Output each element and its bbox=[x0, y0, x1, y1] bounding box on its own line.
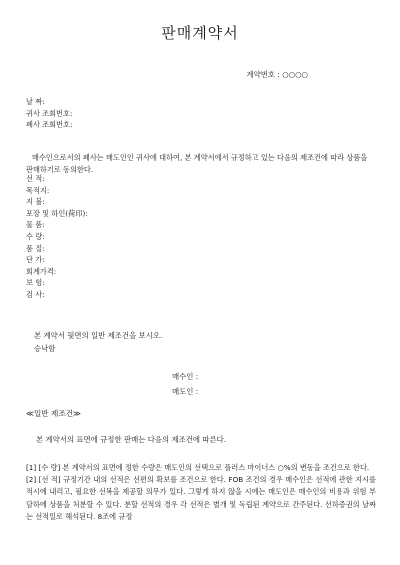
seller-label: 매도인 : bbox=[172, 387, 199, 396]
field-destination: 목적지: bbox=[26, 185, 50, 195]
field-quantity: 수 량: bbox=[26, 231, 45, 241]
header-fields bbox=[26, 96, 72, 131]
buyer-label: 매수인 : bbox=[172, 372, 199, 381]
field-your-ref: 귀사 조회번호: bbox=[26, 108, 73, 118]
field-our-ref: 폐사 조회번호: bbox=[26, 120, 73, 130]
field-unit-price: 단 가: bbox=[26, 255, 45, 265]
field-insurance: 보 험: bbox=[26, 278, 45, 288]
note-block bbox=[34, 329, 162, 355]
general-conditions-intro: 본 계약서의 표면에 규정한 판매는 다음의 제조건에 따른다. bbox=[36, 435, 227, 444]
term-shipment: [2] [선 적] 규정기간 내의 선적은 선편의 확보를 조건으로 한다. FOB 조건의 경우 매수인은 선적에 관한 지시를 적시에 내리고, 필요한 선복을 제공할 의무가 있다. 그렇게 하지 않을 시에는 매도인은 매수인의 비용과 위험 부담하에 상품을 처분할 수 있다. 분할 선적의 경우 각 선적은 별개 및 독립된 계약으로 간주된다. 선하증권의 날짜는 선적일로 해석된다. 8조에 규정 bbox=[26, 475, 376, 521]
field-total-price: 회계가격: bbox=[26, 266, 57, 276]
accept-text: 승낙함 bbox=[34, 344, 56, 353]
terms-section bbox=[26, 462, 376, 523]
signature-block bbox=[172, 369, 198, 399]
field-packing: 포장 및 하인(荷印): bbox=[26, 208, 88, 218]
item-fields bbox=[26, 173, 88, 301]
field-goods: 물 품: bbox=[26, 220, 45, 230]
intro-paragraph: 매수인으로서의 폐사는 매도인인 귀사에 대하여, 본 계약서에서 규정하고 있는 다음의 제조건에 따라 상품을 판매하기로 동의한다. bbox=[26, 153, 368, 174]
term-quantity: [1] [수 량] 본 계약서의 표면에 정한 수량은 매도인의 선택으로 플러스 마이너스 ○%의 변동을 조건으로 한다. bbox=[26, 463, 370, 472]
document-title: 판매계약서 bbox=[161, 24, 239, 42]
general-conditions-title: ≪일반 제조건≫ bbox=[26, 409, 81, 418]
contract-number: 계약번호 : ○○○○ bbox=[246, 70, 308, 79]
field-payment: 지 불: bbox=[26, 197, 45, 207]
note-text: 본 계약서 뒷면의 일반 제조건을 보시오. bbox=[34, 331, 163, 340]
field-quality: 품 질: bbox=[26, 243, 45, 253]
field-date: 날 짜: bbox=[26, 97, 45, 106]
field-shipment: 선 적: bbox=[26, 174, 45, 183]
field-inspection: 검 사: bbox=[26, 289, 45, 299]
